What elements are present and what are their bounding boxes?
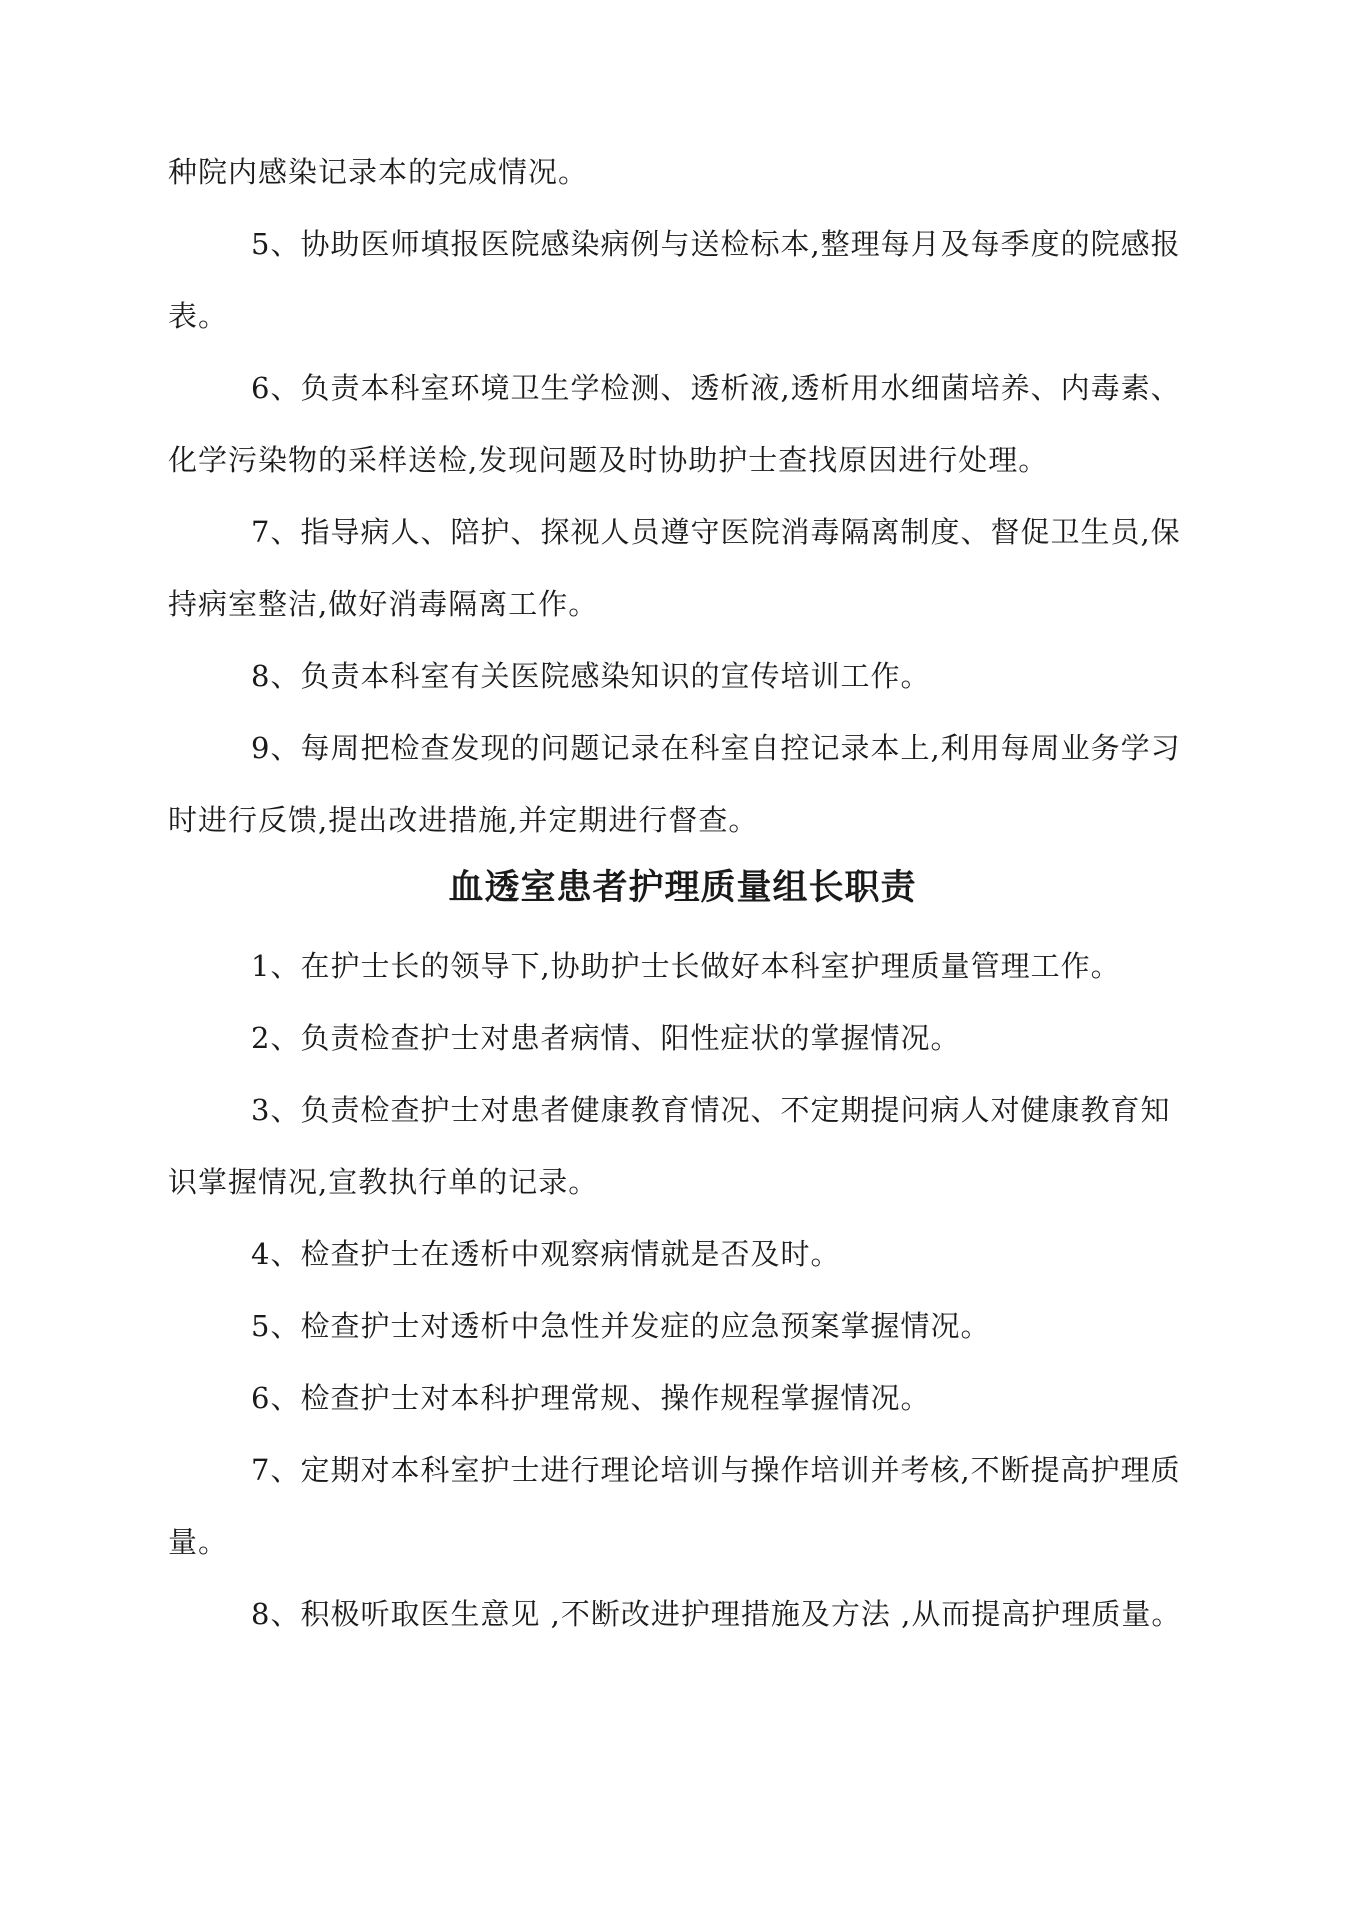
list-item: 3、负责检查护士对患者健康教育情况、不定期提问病人对健康教育知识掌握情况,宣教执行单的记录。: [168, 1093, 1171, 1199]
list-item: 2、负责检查护士对患者病情、阳性症状的掌握情况。: [251, 1021, 961, 1055]
list-item: 5、协助医师填报医院感染病例与送检标本,整理每月及每季度的院感报表。: [168, 227, 1181, 333]
section-1-body: [168, 136, 1198, 856]
list-item: 6、负责本科室环境卫生学检测、透析液,透析用水细菌培养、内毒素、化学污染物的采样送检,发现问题及时协助护士查找原因进行处理。: [168, 371, 1181, 477]
list-item: 5、检查护士对透析中急性并发症的应急预案掌握情况。: [251, 1309, 991, 1343]
list-item: 1、在护士长的领导下,协助护士长做好本科室护理质量管理工作。: [251, 949, 1121, 983]
continued-paragraph: 种院内感染记录本的完成情况。: [168, 155, 589, 189]
list-item: 4、检查护士在透析中观察病情就是否及时。: [251, 1237, 841, 1271]
list-item: 9、每周把检查发现的问题记录在科室自控记录本上,利用每周业务学习时进行反馈,提出改进措施,并定期进行督查。: [168, 731, 1181, 837]
section-2-body: [168, 930, 1198, 1650]
list-item: 8、积极听取医生意见 ,不断改进护理措施及方法 ,从而提高护理质量。: [251, 1597, 1182, 1631]
list-item: 7、定期对本科室护士进行理论培训与操作培训并考核,不断提高护理质量。: [168, 1453, 1181, 1559]
section-title: 血透室患者护理质量组长职责: [448, 868, 917, 908]
list-item: 6、检查护士对本科护理常规、操作规程掌握情况。: [251, 1381, 931, 1415]
list-item: 7、指导病人、陪护、探视人员遵守医院消毒隔离制度、督促卫生员,保持病室整洁,做好消毒隔离工作。: [168, 515, 1181, 621]
list-item: 8、负责本科室有关医院感染知识的宣传培训工作。: [251, 659, 931, 693]
